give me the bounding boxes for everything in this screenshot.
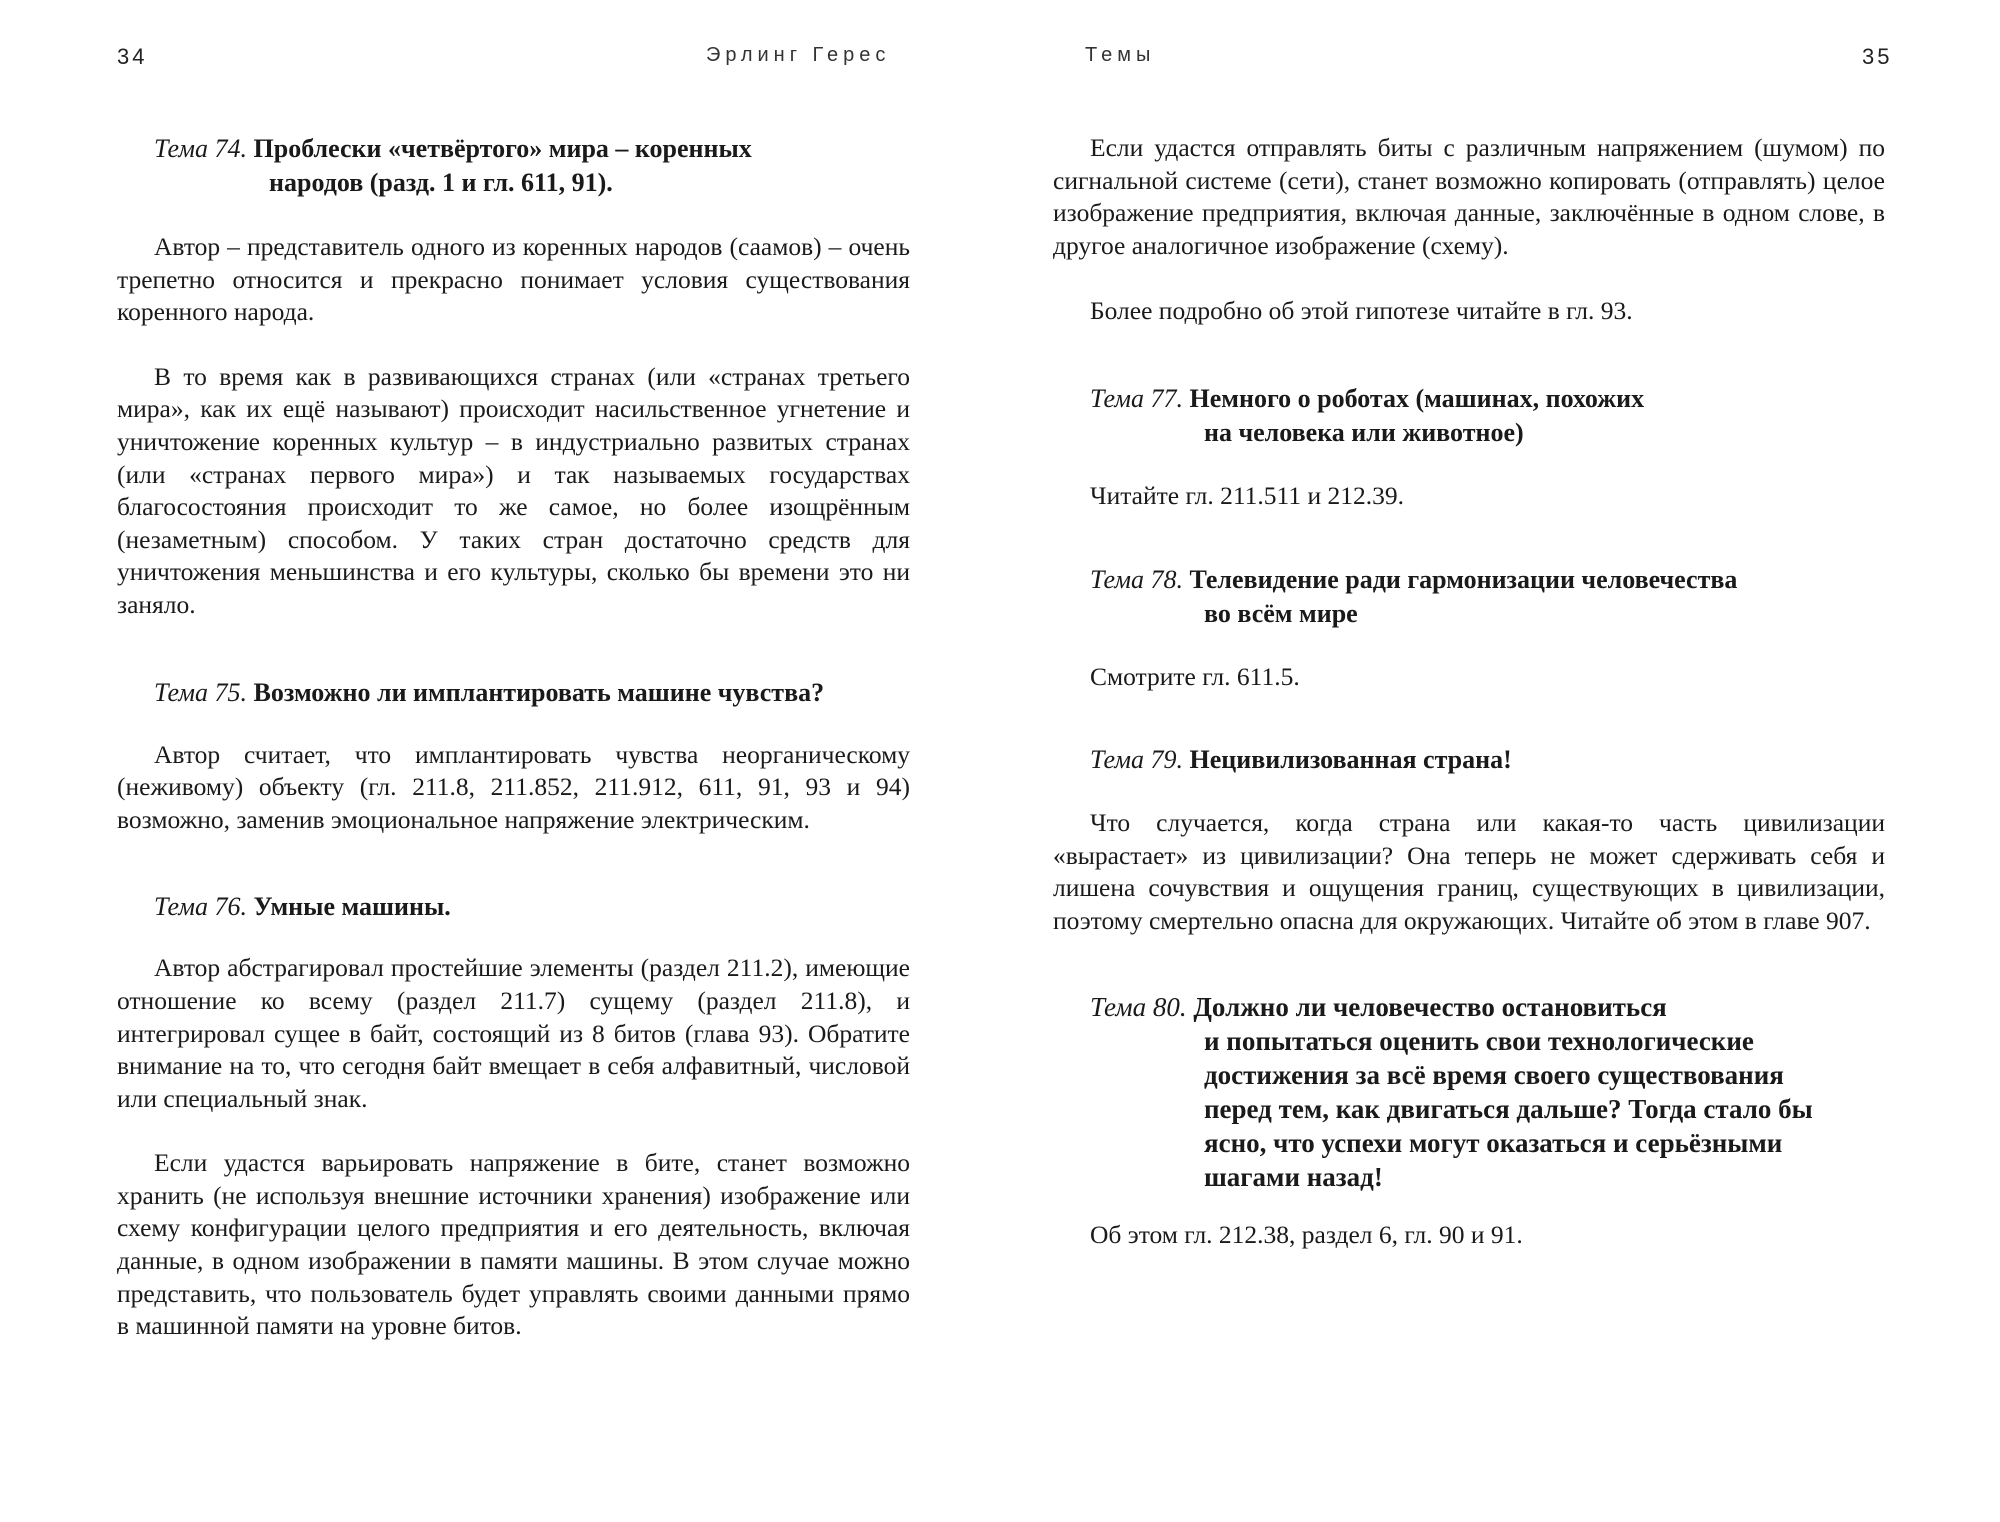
topic-title-continued: на человека или животное): [1204, 417, 1524, 447]
paragraph: Что случается, когда страна или какая-то часть цивилизации «вырастает» из цивилизации? Она теперь не может сдерживать себя и лишена сочувствия и ощущения границ, существующих в цивилизации, поэтому смертельно опасна для окружающих. Читайте об этом в главе 907.: [1053, 808, 1885, 935]
topic-number: Тема 80.: [1090, 991, 1187, 1022]
topic-title-continued: народов (разд. 1 и гл. 611, 91).: [269, 168, 613, 197]
paragraph: Читайте гл. 211.511 и 212.39.: [1090, 480, 1404, 510]
topic-title: Умные машины.: [253, 892, 451, 922]
topic-title-continued: во всём мире: [1204, 598, 1358, 628]
topic-title-continued: и попытаться оценить свои технологические: [1204, 1025, 1754, 1056]
topic-number: Тема 75.: [154, 677, 248, 707]
topic-title: Телевидение ради гармонизации человечества: [1189, 564, 1738, 594]
topic-heading: [1090, 382, 1885, 450]
running-head: Эрлинг Герес: [706, 44, 891, 66]
page-number: 35: [1862, 44, 1893, 69]
topic-title-continued: шагами назад!: [1204, 1161, 1383, 1192]
paragraph: Автор абстрагировал простейшие элементы (раздел 211.2), имеющие отношение ко всему (раздел 211.7) сущему (раздел 211.8), и интегрировал сущее в байт, состоящий из 8 битов (глава 93). Обратите внимание на то, что сегодня байт вмещает в себя алфавитный, числовой или специальный знак.: [117, 953, 910, 1113]
topic-heading: [1090, 990, 1885, 1194]
paragraph: Об этом гл. 212.38, раздел 6, гл. 90 и 91.: [1090, 1219, 1523, 1249]
topic-title: Возможно ли имплантировать машине чувства?: [253, 677, 825, 707]
paragraph: Автор считает, что имплантировать чувства неорганическому (неживому) объекту (гл. 211.8, 211.852, 211.912, 611, 91, 93 и 94) возможно, заменив эмоциональное напряжение электрическим.: [117, 739, 910, 834]
paragraph: Если удастся варьировать напряжение в бите, станет возможно хранить (не используя внешние источники хранения) изображение или схему конфигурации целого предприятия и его деятельность, включая данные, в одном изображении в памяти машины. В этом случае можно представить, что пользователь будет управлять своими данными прямо в машинной памяти на уровне битов.: [117, 1148, 910, 1341]
page-number: 34: [117, 44, 148, 69]
topic-number: Тема 79.: [1090, 745, 1184, 775]
topic-title: Проблески «четвёртого» мира – коренных: [253, 134, 752, 163]
topic-title-continued: ясно, что успехи могут оказаться и серьёзными: [1204, 1127, 1783, 1158]
running-head: Темы: [1085, 44, 1156, 66]
topic-title: Немного о роботах (машинах, похожих: [1189, 383, 1645, 413]
topic-number: Тема 76.: [154, 892, 248, 922]
text-column: [117, 132, 910, 1343]
paragraph: В то время как в развивающихся странах (или «странах третьего мира», как их ещё называют) происходит насильственное угнетение и уничтожение коренных культур – в индустриально развитых странах (или «странах первого мира») и так называемых государствах благосостояния происходит то же самое, но более изощрённым (незаметным) способом. У таких стран достаточно средств для уничтожения меньшинства и его культуры, сколько бы времени это ни заняло.: [117, 361, 910, 619]
topic-heading: [154, 676, 910, 710]
topic-title-continued: перед тем, как двигаться дальше? Тогда стало бы: [1204, 1093, 1813, 1124]
paragraph: Автор – представитель одного из коренных народов (саамов) – очень трепетно относится и прекрасно понимает условия существования коренного народа.: [117, 232, 910, 327]
topic-heading: [154, 132, 910, 200]
topic-heading: [1090, 743, 1885, 777]
topic-heading: [1090, 563, 1885, 631]
text-column: [1053, 132, 1885, 1251]
topic-heading: [154, 890, 910, 924]
topic-number: Тема 77.: [1090, 383, 1184, 413]
topic-number: Тема 74.: [154, 134, 248, 163]
topic-title: Нецивилизованная страна!: [1189, 745, 1512, 775]
paragraph: Смотрите гл. 611.5.: [1090, 661, 1300, 691]
paragraph: Более подробно об этой гипотезе читайте в гл. 93.: [1090, 296, 1633, 326]
paragraph: Если удастся отправлять биты с различным напряжением (шумом) по сигнальной системе (сети), станет возможно копировать (отправлять) целое изображение предприятия, включая данные, заключённые в одном слове, в другое аналогичное изображение (схему).: [1053, 133, 1885, 260]
topic-title: Должно ли человечество остановиться: [1193, 991, 1667, 1022]
right-page: [1000, 0, 2000, 1522]
topic-title-continued: достижения за всё время своего существования: [1204, 1059, 1784, 1090]
topic-number: Тема 78.: [1090, 564, 1184, 594]
